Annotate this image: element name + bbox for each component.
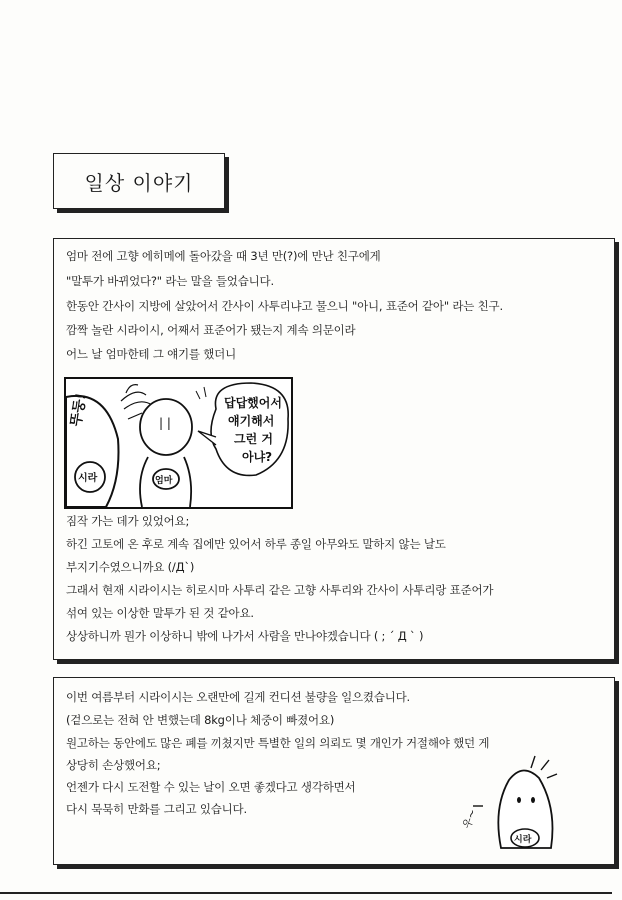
- doodle-drawing: [453, 748, 563, 858]
- shock-marks: [196, 387, 206, 399]
- speech-line: 아냐?: [242, 450, 273, 464]
- comic-drawing: [66, 379, 291, 507]
- badge-right-text: 엄마: [155, 476, 173, 486]
- note-line: (겉으로는 전혀 안 변했는데 8kg이나 체중이 빠졌어요): [66, 713, 335, 727]
- page-title: 일상 이야기: [53, 153, 225, 209]
- face-marks: | |: [159, 416, 171, 430]
- badge-left-text: 시라: [78, 473, 98, 484]
- story-line: 하긴 고토에 온 후로 계속 집에만 있어서 하루 종일 아무와도 말하지 않는 날도: [66, 537, 446, 551]
- note-line: 이번 여름부터 시라이시는 오랜만에 길게 컨디션 불량을 일으켰습니다.: [66, 690, 411, 704]
- note-line: 다시 묵묵히 만화를 그리고 있습니다.: [66, 802, 247, 816]
- doodle-eye: [531, 797, 535, 803]
- story-line: 짐작 가는 데가 있었어요;: [66, 514, 190, 528]
- bottom-rule: [0, 892, 612, 894]
- note-line: 언젠가 다시 도전할 수 있는 날이 오면 좋겠다고 생각하면서: [66, 780, 356, 794]
- story-line: 부지기수였으니까요 (/Д`): [66, 560, 195, 574]
- story-line: 섞여 있는 이상한 말투가 된 것 같아요.: [66, 606, 254, 620]
- comic-panel: [64, 377, 293, 509]
- doodle-mark: 우~: [460, 807, 480, 831]
- speech-line: 얘기해서: [228, 414, 275, 428]
- story-line: 깜짝 놀란 시라이시, 어째서 표준어가 됐는지 계속 의문이라: [66, 323, 356, 337]
- story-line: "말투가 바뀌었다?" 라는 말을 들었습니다.: [66, 274, 274, 288]
- note-line: 상당히 손상했어요;: [66, 758, 161, 772]
- doodle-badge-text: 시라: [514, 835, 532, 845]
- story-line: 그래서 현재 시라이시는 히로시마 사투리 같은 고향 사투리와 간사이 사투리랑 표준어가: [66, 583, 494, 597]
- story-line: 엄마 전에 고향 에히메에 돌아갔을 때 3년 만(?)에 만난 친구에게: [66, 249, 381, 263]
- note-line: 원고하는 동안에도 많은 폐를 끼쳤지만 특별한 일의 의뢰도 몇 개인가 거절해야 했던 게: [66, 736, 490, 750]
- sfx-text: 뚜둥!: [68, 391, 90, 428]
- doodle-eye: [517, 797, 521, 803]
- speech-line: 그런 거: [234, 432, 273, 446]
- story-line: 한동안 간사이 지방에 살았어서 간사이 사투리냐고 물으니 "아니, 표준어 같아" 라는 친구.: [66, 299, 503, 313]
- story-box: [53, 238, 615, 660]
- story-line: 어느 날 엄마한테 그 얘기를 했더니: [66, 347, 237, 361]
- story-line: 상상하니까 뭔가 이상하니 밖에 나가서 사람을 만나야겠습니다 ( ; ´ Д ` ): [66, 629, 424, 643]
- doodle-character: [453, 748, 563, 862]
- speech-line: 답답했어서: [224, 396, 282, 410]
